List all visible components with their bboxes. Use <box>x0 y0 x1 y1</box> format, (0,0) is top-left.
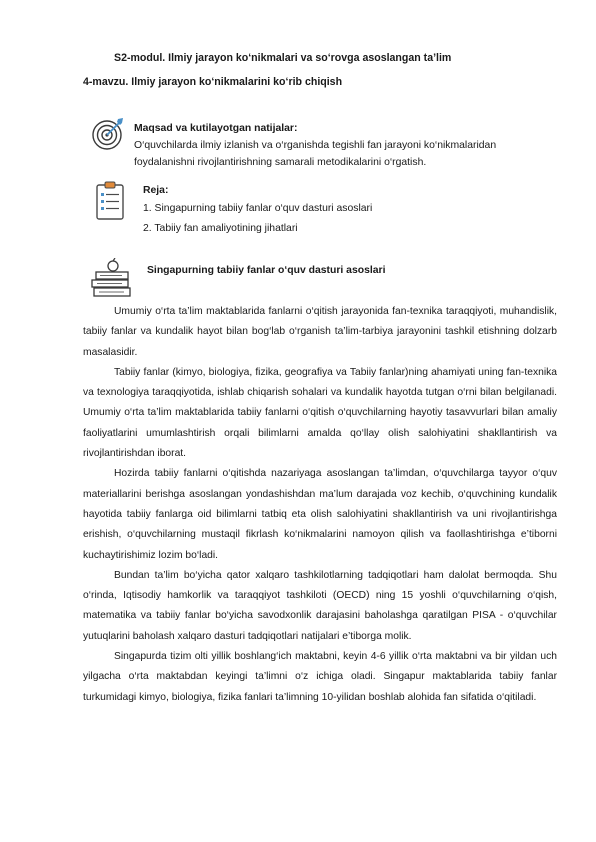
module-heading: S2-modul. Ilmiy jarayon ko‘nikmalari va so‘rovga asoslangan ta’lim <box>114 52 452 64</box>
goal-text-line: foydalanishni rivojlantirishning samarali metodikalarini o‘rgatish. <box>134 157 427 168</box>
books-apple-icon <box>88 258 134 300</box>
target-icon <box>90 116 126 152</box>
section-title: Singapurning tabiiy fanlar o‘quv dasturi asoslari <box>147 265 386 276</box>
topic-heading: 4-mavzu. Ilmiy jarayon ko‘nikmalarini ko‘rib chiqish <box>83 76 343 88</box>
clipboard-icon <box>95 181 125 221</box>
paragraph: Tabiiy fanlar (kimyo, biologiya, fizika, geografiya va Tabiiy fanlar)ning ahamiyati uning fan-texnika va texnologiya taraqqiyotida, ishlab chiqarish sohalari va kundalik hayotda tutgan o‘rni bilan belgilanadi. Umumiy o‘rta ta’lim maktablarida tabiiy fanlarni o‘qitish o‘quvchilarning hayotiy tasavvurlari bilan amaliy faoliyatlarini umumlashtirish orqali bilimlarni amalda qo‘llay olish salohiyatini shakllantirish va rivojlantirishdan iborat. <box>83 366 557 460</box>
goal-text-line: O‘quvchilarda ilmiy izlanish va o‘rganishda tegishli fan jarayoni ko‘nikmalaridan <box>134 140 497 151</box>
plan-block <box>143 182 372 238</box>
paragraph: Hozirda tabiiy fanlarni o‘qitishda nazariyaga asoslangan ta’limdan, o‘quvchilarga tayyor o‘quv materiallarini berishga asoslangan yondashishdan ma’lum darajada voz kechib, o‘quvchining kundalik hayotida tabiiy fanlarga oid bilimlarni tatbiq eta olish salohiyatini shakllantirish va uni rivojlantirishga erishish, o‘quvchilarning mustaqil fikrlash ko‘nikmalarini namoyon qilish va faollashtirishga e’tiborni kuchaytirishimiz lozim bo‘ladi. <box>83 468 557 561</box>
paragraph: Bundan ta’lim bo‘yicha qator xalqaro tashkilotlarning tadqiqotlari ham dalolat bermoqda. Shu o‘rinda, Iqtisodiy hamkorlik va taraqqiyot tashkiloti (OECD) ning 15 yoshli o‘quvchilarning o‘qish, matematika va tabiiy fanlar bo‘yicha savodxonlik darajasini baholashga qaratilgan PISA - o‘quvchilar yutuqlarini baholash xalqaro dasturi tadqiqotlari natijalari e’tiborga molik. <box>83 569 557 642</box>
goal-title: Maqsad va kutilayotgan natijalar: <box>134 123 298 134</box>
plan-item: 2. Tabiiy fan amaliyotining jihatlari <box>143 223 298 234</box>
goal-block <box>134 120 496 171</box>
plan-item: 1. Singapurning tabiiy fanlar o‘quv dasturi asoslari <box>143 203 373 214</box>
plan-title: Reja: <box>143 185 169 196</box>
paragraph: Singapurda tizim olti yillik boshlang‘ich maktabni, keyin 4-6 yillik o‘rta maktabni va bir yildan uch yilgacha o‘rta maktabdan keyingi ta’limni o‘z ichiga oladi. Singapur maktablarida tabiiy fanlar turkumidagi kimyo, biologiya, fizika fanlari ta’limning 10-yilidan boshlab alohida fan sifatida o‘qitiladi. <box>83 651 557 703</box>
body-text <box>83 302 557 708</box>
paragraph: Umumiy o‘rta ta’lim maktablarida fanlarni o‘qitish jarayonida fan-texnika taraqqiyoti, muhandislik, tabiiy fanlar va kundalik hayot bilan bog‘lab o‘rganish ta’lim-tarbiya jarayonini tashkil etishning dolzarb masalasidir. <box>83 306 557 358</box>
